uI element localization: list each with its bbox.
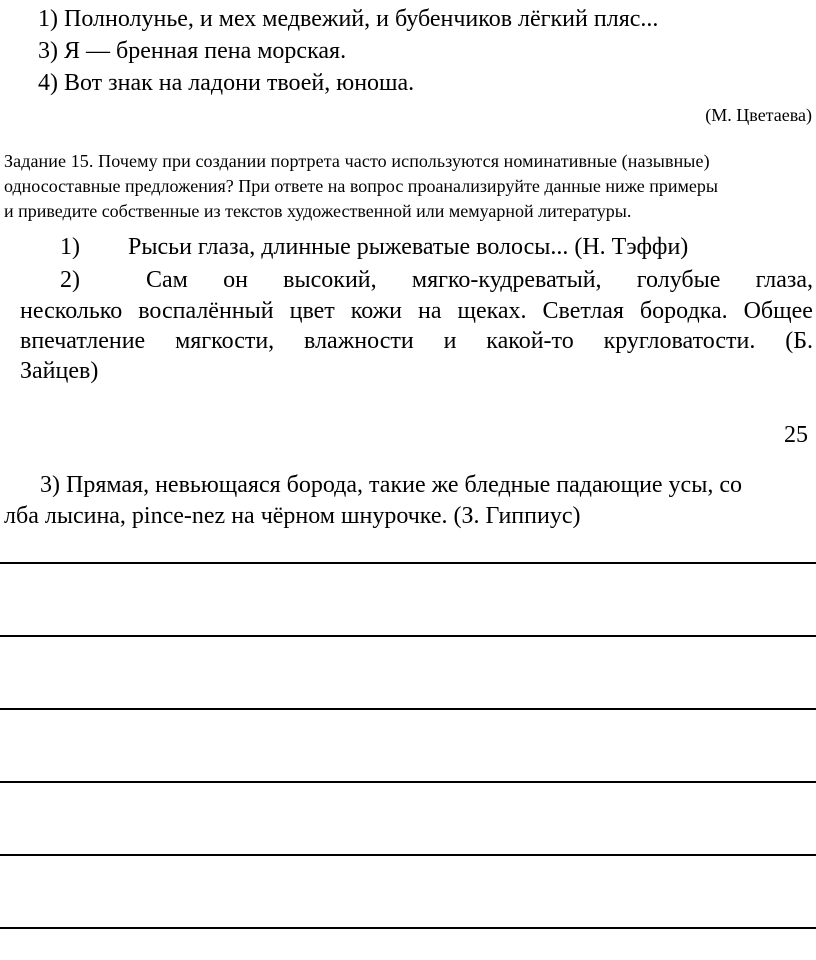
word: впечатление (20, 328, 146, 354)
word: кожи (350, 298, 403, 324)
word: мягкости, (175, 328, 275, 354)
example-3-line-1: 3) Прямая, невьющаяся борода, такие же бледные падающие усы, со (40, 472, 742, 498)
task-line-1 (4, 149, 814, 173)
word: цвет (289, 298, 335, 324)
example-2-line-3 (20, 326, 813, 356)
word: щеках. (457, 298, 527, 324)
word: он (223, 267, 248, 293)
example-1-text: Рысьи глаза, длинные рыжеватые волосы... (Н. Тэффи) (128, 234, 689, 260)
answer-line-6[interactable] (0, 927, 816, 929)
example-2-line-2 (20, 296, 813, 326)
example-2-line-1 (146, 265, 813, 295)
page-number: 25 (784, 422, 808, 448)
word: голубые (636, 267, 721, 293)
example-2-number: 2) (60, 267, 80, 293)
word: бородка. (639, 298, 728, 324)
poem-line-4: 4) Вот знак на ладони твоей, юноша. (38, 70, 415, 96)
word: влажности (304, 328, 414, 354)
word: (Б. (785, 328, 813, 354)
answer-line-2[interactable] (0, 635, 816, 637)
example-1-number: 1) (60, 234, 80, 260)
poem-line-1: 1) Полнолунье, и мех медвежий, и бубенчиков лёгкий пляс... (38, 6, 659, 32)
poem-attribution: (М. Цветаева) (705, 105, 812, 125)
word: и (443, 328, 457, 354)
word: глаза, (755, 267, 813, 293)
word: на (418, 298, 442, 324)
answer-line-5[interactable] (0, 854, 816, 856)
word: какой-то (486, 328, 574, 354)
word: кругловатости. (603, 328, 756, 354)
word: Светлая (542, 298, 624, 324)
answer-line-4[interactable] (0, 781, 816, 783)
example-3-line-2: лба лысина, pince-nez на чёрном шнурочке. (З. Гиппиус) (4, 503, 581, 529)
example-1 (60, 232, 688, 262)
answer-line-1[interactable] (0, 562, 816, 564)
task-line-3: и приведите собственные из текстов художественной или мемуарной литературы. (4, 201, 632, 221)
word: мягко-кудреватый, (411, 267, 602, 293)
word: высокий, (283, 267, 377, 293)
word: Сам (146, 267, 188, 293)
word: несколько (20, 298, 123, 324)
example-2-line-4: Зайцев) (20, 358, 99, 384)
task-line-2: односоставные предложения? При ответе на вопрос проанализируйте данные ниже примеры (4, 176, 719, 196)
word: Общее (743, 298, 813, 324)
answer-line-3[interactable] (0, 708, 816, 710)
poem-line-3: 3) Я — бренная пена морская. (38, 38, 347, 64)
task-line-1-text: Задание 15. Почему при создании портрета часто используются номинативные (назывные) (4, 151, 710, 171)
word: воспалённый (138, 298, 274, 324)
